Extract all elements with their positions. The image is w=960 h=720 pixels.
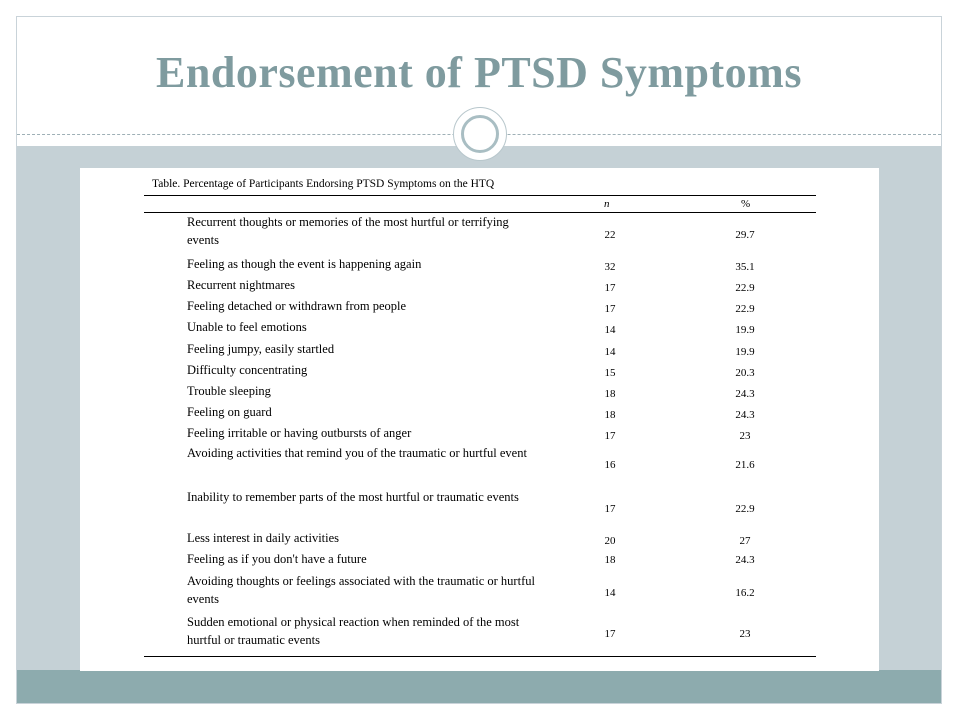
column-header-percent: %: [741, 198, 751, 210]
symptom-n: 20: [604, 535, 616, 547]
symptom-n: 17: [604, 282, 616, 294]
symptom-n: 32: [604, 261, 616, 273]
symptom-label: Trouble sleeping: [187, 384, 271, 398]
symptom-percent: 22.9: [735, 303, 755, 315]
symptom-percent: 24.3: [735, 409, 755, 421]
slide-title: Endorsement of PTSD Symptoms: [156, 48, 802, 97]
symptom-n: 16: [604, 459, 616, 471]
symptom-n: 17: [604, 628, 616, 640]
symptom-percent: 23: [739, 628, 751, 640]
symptom-label: Unable to feel emotions: [187, 320, 307, 334]
symptom-n: 15: [604, 367, 616, 379]
symptom-label: Feeling as if you don't have a future: [187, 552, 367, 566]
symptom-percent: 19.9: [735, 324, 755, 336]
symptom-label: Feeling irritable or having outbursts of anger: [187, 426, 412, 440]
symptom-label: Less interest in daily activities: [187, 531, 340, 545]
symptom-label: Feeling detached or withdrawn from people: [187, 299, 407, 313]
symptom-percent: 20.3: [735, 367, 755, 379]
symptom-percent: 22.9: [735, 282, 755, 294]
symptom-percent: 23: [739, 430, 751, 442]
symptom-percent: 24.3: [735, 554, 755, 566]
table-top-rule: [144, 195, 816, 196]
symptom-n: 18: [604, 554, 616, 566]
symptom-percent: 16.2: [735, 587, 755, 599]
symptom-n: 17: [604, 430, 616, 442]
symptom-label: Feeling jumpy, easily startled: [187, 342, 335, 356]
symptom-percent: 21.6: [735, 459, 755, 471]
symptom-n: 18: [604, 388, 616, 400]
symptom-percent: 19.9: [735, 346, 755, 358]
symptom-n: 14: [604, 324, 616, 336]
symptom-n: 17: [604, 503, 616, 515]
symptom-label: Avoiding thoughts or feelings associated with the traumatic or hurtful events: [187, 574, 535, 606]
symptom-label: Feeling as though the event is happening again: [187, 257, 422, 271]
symptom-n: 17: [604, 303, 616, 315]
column-header-n: n: [604, 198, 610, 210]
symptom-n: 14: [604, 587, 616, 599]
symptom-percent: 24.3: [735, 388, 755, 400]
symptom-label: Sudden emotional or physical reaction when reminded of the most hurtful or traumatic events: [187, 615, 520, 647]
symptom-n: 22: [604, 229, 616, 241]
table-bottom-rule: [144, 656, 816, 657]
symptom-table: [80, 168, 879, 671]
symptom-label: Recurrent nightmares: [187, 278, 295, 292]
symptom-label: Feeling on guard: [187, 405, 272, 419]
symptom-n: 14: [604, 346, 616, 358]
symptom-percent: 29.7: [735, 229, 755, 241]
symptom-label: Avoiding activities that remind you of the traumatic or hurtful event: [187, 446, 527, 460]
symptom-percent: 27: [739, 535, 751, 547]
table-caption: Table. Percentage of Participants Endorsing PTSD Symptoms on the HTQ: [152, 178, 495, 190]
symptom-label: Inability to remember parts of the most hurtful or traumatic events: [187, 490, 519, 504]
symptom-percent: 22.9: [735, 503, 755, 515]
symptom-percent: 35.1: [735, 261, 755, 273]
symptom-label: Difficulty concentrating: [187, 363, 308, 377]
circle-ornament-inner: [461, 115, 499, 153]
footer-band: [17, 670, 941, 703]
circle-ornament-icon: [453, 107, 507, 161]
symptom-label: Recurrent thoughts or memories of the most hurtful or terrifying events: [187, 215, 509, 247]
symptom-n: 18: [604, 409, 616, 421]
